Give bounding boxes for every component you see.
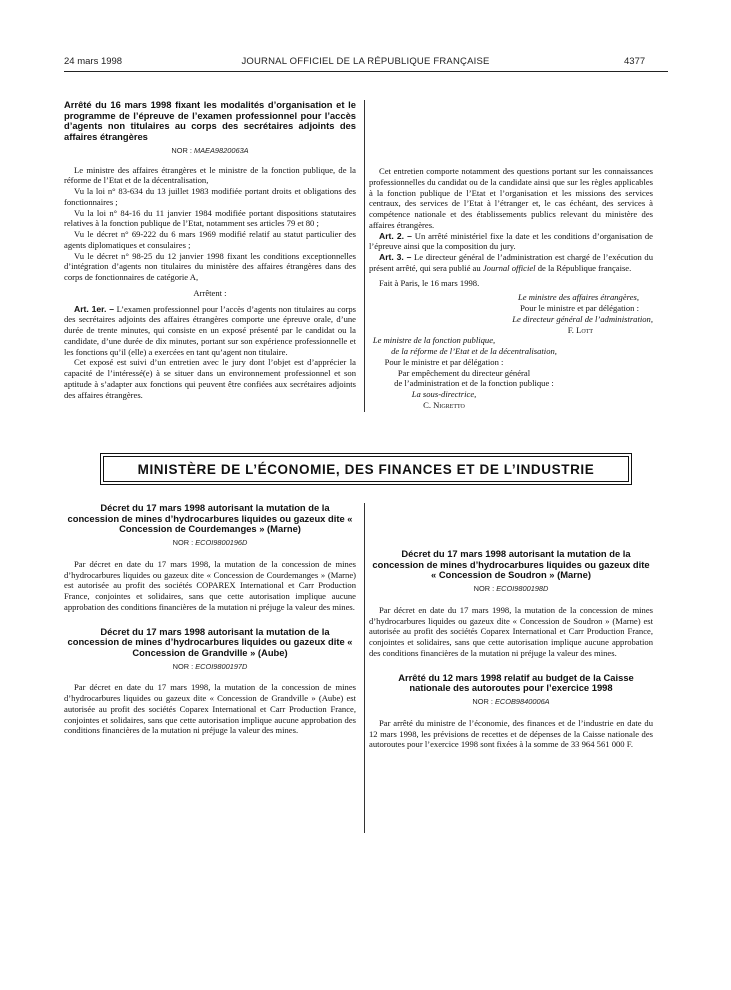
section1-para-entretien: Cet entretien comporte notamment des questions portant sur les connaissances professionnelles du candidat ou de la candidate ainsi que sur les règles applicables à la fonction publique de l’Etat et l’organisation et les missions des services centraux, des services de l’Etat à l’étranger et, le cas échéant, des services à compétence nationale et des établissements publics relevant du ministère des affaires étrangères. (369, 166, 653, 230)
nor-label: NOR : (172, 661, 194, 671)
decret3-text: Par décret en date du 17 mars 1998, la mutation de la concession de mines d’hydrocarbures liquides ou gazeux dite « Concession de Soudron » (Marne) est autorisée au profit des sociétés Coparex International et Carr Production France, conjointes et solidaires, sans que cette autorisation implique aucune approbation des conditions financières de la mutation ni préjuge la valeur des mines. (369, 604, 653, 658)
sig2-role-1: Le ministre de la fonction publique, (372, 335, 496, 346)
header-date: 24 mars 1998 (64, 56, 123, 67)
sig1-name: F. Lott (567, 324, 593, 335)
section1-para-expose: Cet exposé est suivi d’un entretien avec le jury dont l’objet est d’apprécier la capacité de l’intéressé(e) à se situer dans un environnement professionnel et son aptitude à s’adapter aux fonctions qui peuvent être confiées aux secrétaires adjoints des affaires étrangères. (64, 357, 356, 400)
section1-article-3 (369, 252, 653, 274)
section1-arretent: Arrêtent : (193, 287, 227, 298)
nor-code: MAEA9820063A (193, 145, 249, 155)
arrete2-text: Par arrêté du ministre de l’économie, des finances et de l’industrie en date du 12 mars 1998, les prévisions de recettes et de dépenses de la Caisse nationale des autoroutes pour l’exercice 1998 sont fixées à la somme de 33 964 561 000 F. (369, 717, 653, 750)
sig2-empechement-1: Par empêchement du directeur général (397, 367, 531, 378)
nor-code: ECOI9800196D (195, 538, 248, 548)
section1-para-decret-98: Vu le décret n° 98-25 du 12 janvier 1998 fixant les conditions exceptionnelles d’intégration d’agents non titulaires du ministère des affaires étrangères dans des corps de fonctionnaires de catégorie A, (64, 250, 356, 283)
section1-left-column (64, 100, 356, 400)
decret2-text: Par décret en date du 17 mars 1998, la mutation de la concession de mines d’hydrocarbures liquides ou gazeux dite « Concession de Grandville » (Aube) est autorisée au profit des sociétés Coparex International et Carr Production France, conjointes et solidaires, sans que cette autorisation implique aucune approbation des conditions financières de la mutation ni préjuge la valeur des mines. (64, 682, 356, 736)
decret3-title: Décret du 17 mars 1998 autorisant la mutation de la concession de mines d’hydrocarbures liquides ou gazeux dite « Concession de Soudron » (Marne) (372, 548, 650, 581)
section1-title: Arrêté du 16 mars 1998 fixant les modalités d’organisation et le programme de l’épreuve de l’examen professionnel pour l’accès d’agents non titulaires au corps des secrétaires adjoints des affaires étrangères (64, 99, 356, 143)
arrete2-nor (369, 697, 653, 708)
bottom-left-column (64, 503, 356, 736)
nor-label: NOR : (172, 538, 194, 548)
nor-code: ECOB9840006A (494, 697, 550, 707)
article-2-text: Un arrêté ministériel fixe la date et les conditions d’organisation de l’épreuve ainsi que la composition du jury. (369, 230, 653, 252)
article-3-journal: Journal officiel (482, 262, 536, 273)
article-1-text: L’examen professionnel pour l’accès d’agents non titulaires au corps des secrétaires adjoints des affaires étrangères comporte une épreuve orale, d’une durée de trente minutes, qui consiste en un exposé présenté par le candidat ou la candidate, d’une durée de dix minutes, portant sur son expérience professionnelle et les fonctions qu’il (elle) a exercées en tant qu’agent non titulaire. (64, 303, 357, 357)
sig2-empechement-2: de l’administration et de la fonction publique : (394, 378, 554, 389)
bottom-right-column (369, 549, 653, 750)
section1-para-loi-83: Vu la loi n° 83-634 du 13 juillet 1983 modifiée portant droits et obligations des fonctionnaires ; (64, 186, 356, 207)
header-page-number: 4377 (624, 56, 646, 67)
section1-article-1 (64, 304, 356, 358)
sig1-title: Le directeur général de l’administration, (512, 313, 653, 324)
header-rule (64, 71, 668, 72)
sig2-delegation: Pour le ministre et par délégation : (384, 356, 504, 367)
section1-right-column (369, 166, 653, 411)
nor-code: ECOI9800197D (195, 661, 248, 671)
sig2-name: C. Nigretto (423, 399, 465, 410)
column-divider-bottom (364, 503, 365, 833)
nor-label: NOR : (171, 145, 192, 155)
section1-para-decret-69: Vu le décret n° 69-222 du 6 mars 1969 modifié relatif au statut particulier des agents diplomatiques et consulaires ; (64, 229, 356, 250)
article-3-text-b: de la République française. (537, 262, 632, 273)
section1-nor (64, 146, 356, 157)
decret2-nor (64, 662, 356, 673)
decret1-text: Par décret en date du 17 mars 1998, la mutation de la concession de mines d’hydrocarbures liquides ou gazeux dite « Concession de Courdemanges » (Marne) est autorisée au profit des sociétés COPAREX International et Carr Production France, conjointes et solidaires, sans que cette autorisation implique aucune approbation des conditions financières de la mutation ni préjuge la valeur des mines. (64, 558, 356, 612)
sig2-role-2: de la réforme de l’Etat et de la décentralisation, (391, 346, 557, 356)
article-3-text-a: Le directeur général de l’administration est chargé de l’exécution du présent arrêté, qui sera publié au (369, 252, 653, 273)
section1-para-ministres: Le ministre des affaires étrangères et le ministre de la fonction publique, de la réforme de l’Etat et de la décentralisation, (64, 164, 356, 186)
nor-code: ECOI9800198D (496, 584, 549, 594)
article-3-label: Art. 3. – (379, 252, 412, 262)
decret3-nor (369, 584, 653, 595)
article-1-label: Art. 1er. – (74, 303, 115, 314)
article-2-label: Art. 2. – (379, 230, 412, 241)
nor-label: NOR : (473, 584, 495, 594)
ministry-heading-box (100, 453, 632, 485)
decret1-nor (64, 538, 356, 549)
section1-fait: Fait à Paris, le 16 mars 1998. (379, 277, 480, 288)
sig1-role: Le ministre des affaires étrangères, (517, 292, 639, 303)
header-journal-title: JOURNAL OFFICIEL DE LA RÉPUBLIQUE FRANÇAISE (241, 56, 490, 67)
sig1-delegation: Pour le ministre et par délégation : (520, 303, 639, 313)
decret1-title: Décret du 17 mars 1998 autorisant la mutation de la concession de mines d’hydrocarbures liquides ou gazeux dite « Concession de Courdemanges » (Marne) (67, 502, 353, 535)
nor-label: NOR : (472, 697, 493, 707)
arrete2-title: Arrêté du 12 mars 1998 relatif au budget de la Caisse nationale des autoroutes pour l’exercice 1998 (398, 671, 634, 694)
decret2-title: Décret du 17 mars 1998 autorisant la mutation de la concession de mines d’hydrocarbures liquides ou gazeux dite « Concession de Grandville » (Aube) (67, 625, 353, 659)
ministry-heading: MINISTÈRE DE L’ÉCONOMIE, DES FINANCES ET DE L’INDUSTRIE (103, 456, 629, 482)
sig2-title: La sous-directrice, (411, 389, 477, 399)
section1-article-2 (369, 231, 653, 253)
section1-para-loi-84: Vu la loi n° 84-16 du 11 janvier 1984 modifiée portant dispositions statutaires relatives à la fonction publique de l’Etat, notamment ses articles 79 et 80 ; (64, 207, 356, 229)
